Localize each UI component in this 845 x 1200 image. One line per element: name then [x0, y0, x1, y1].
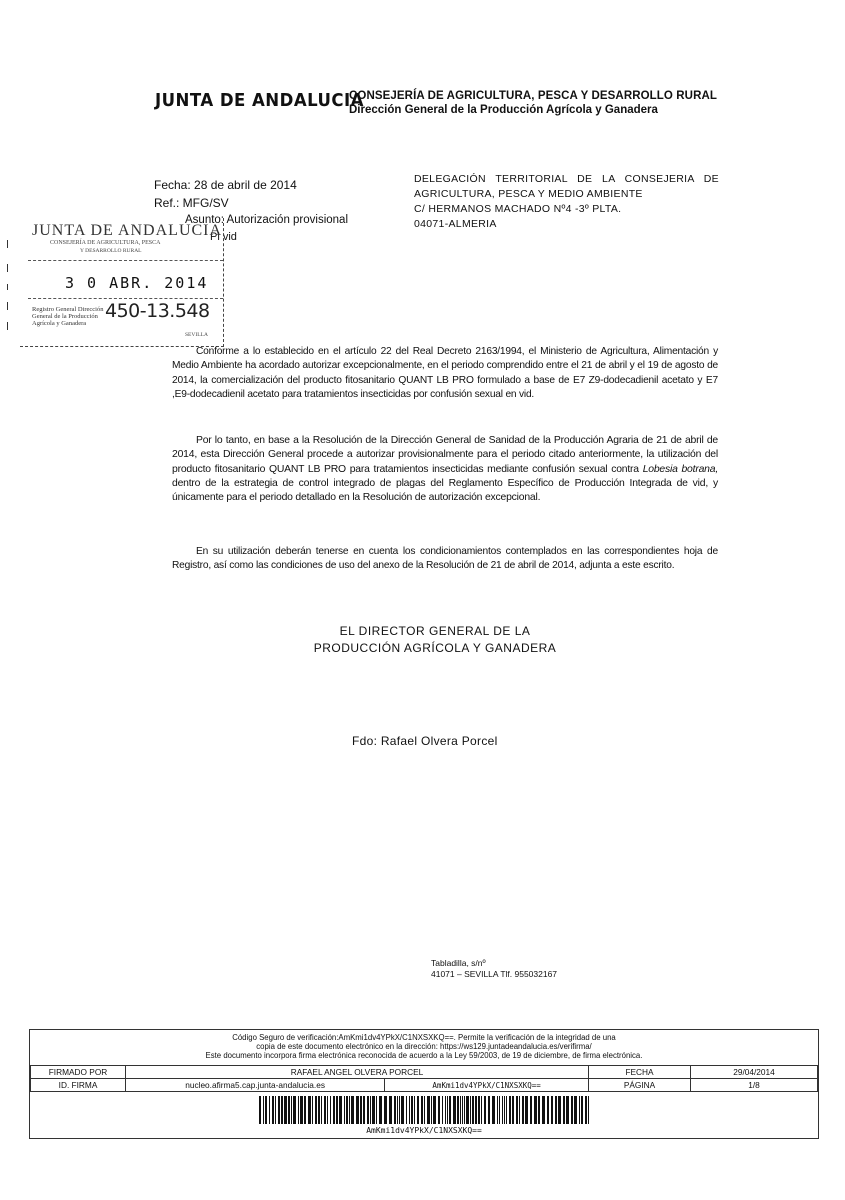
barcode-bar: [453, 1096, 456, 1124]
value-cell: AmKmi1dv4YPkX/C1NXSXKQ==: [385, 1079, 589, 1092]
barcode-bar: [356, 1096, 359, 1124]
barcode-bar: [421, 1096, 423, 1124]
recipient-address: [414, 172, 719, 232]
barcode-bar: [330, 1096, 331, 1124]
barcode-bar: [525, 1096, 528, 1124]
letter-subject: Asunto: Autorización provisional: [185, 214, 349, 226]
signatory-name: Fdo: Rafael Olvera Porcel: [352, 734, 498, 748]
barcode-bar: [424, 1096, 425, 1124]
barcode-bar: [346, 1096, 348, 1124]
label-cell: FECHA: [589, 1066, 691, 1079]
label-cell: ID. FIRMA: [31, 1079, 126, 1092]
recipient-line: AGRICULTURA, PESCA Y MEDIO AMBIENTE: [414, 188, 643, 200]
barcode-bar: [547, 1096, 549, 1124]
barcode-bar: [512, 1096, 514, 1124]
barcode-bar: [457, 1096, 459, 1124]
margin-mark: [7, 302, 8, 310]
barcode-bar: [470, 1096, 471, 1124]
body-paragraph: En su utilización deberán tenerse en cuenta los condicionamientos contemplados en las correspondientes hoja de Registro, así como las condiciones de uso del anexo de la Resolución de 21 de abril de 2014, adjunta a este escrito.: [172, 546, 718, 572]
barcode-bar: [484, 1096, 486, 1124]
barcode-bar: [288, 1096, 290, 1124]
barcode-bar: [360, 1096, 362, 1124]
barcode-bar: [475, 1096, 477, 1124]
barcode-bar: [438, 1096, 440, 1124]
barcode-bar: [466, 1096, 469, 1124]
barcode-bar: [312, 1096, 313, 1124]
barcode-bar: [445, 1096, 446, 1124]
barcode-bar: [409, 1096, 410, 1124]
barcode-bar: [447, 1096, 448, 1124]
barcode-bar: [411, 1096, 413, 1124]
barcode-bar: [571, 1096, 573, 1124]
stamp-city: SEVILLA: [185, 332, 208, 338]
barcode-bar: [558, 1096, 561, 1124]
signatory-title: EL DIRECTOR GENERAL DE LA: [339, 624, 531, 638]
footer-address: [431, 958, 557, 980]
signatory-title: PRODUCCIÓN AGRÍCOLA Y GANADERA: [313, 641, 557, 655]
barcode-bar: [519, 1096, 520, 1124]
stamp-registry-label: Registro General Dirección General de la Producción Agrícola y Ganadera: [32, 306, 104, 327]
barcode-bar: [566, 1096, 569, 1124]
barcode: [259, 1096, 589, 1124]
barcode-bar: [259, 1096, 261, 1124]
verification-note: [30, 1033, 818, 1060]
body-paragraph: Conforme a lo establecido en el artículo 22 del Real Decreto 2163/1994, el Ministerio de Agricultura, Alimentación y Medio Ambiente ha acordado autorizar excepcionalmente, en el periodo comprendido entre el 21 de abril y el 19 de agosto de 2014, la comercialización del producto fitosanitario QUANT LB PRO formulado a base de E7 Z9-dodecadienil acetato y E7 ,E9-dodecadienil acetato para tratamientos insecticidas por confusión sexual en vid.: [172, 346, 718, 400]
margin-mark: [7, 240, 8, 248]
letter-date: Fecha: 28 de abril de 2014: [154, 178, 297, 192]
barcode-bar: [522, 1096, 524, 1124]
barcode-bar: [481, 1096, 482, 1124]
barcode-bar: [298, 1096, 299, 1124]
barcode-bar: [367, 1096, 369, 1124]
barcode-bar: [318, 1096, 320, 1124]
barcode-bar: [397, 1096, 398, 1124]
letter-subject-cont: Pl vid: [210, 231, 237, 243]
barcode-bar: [478, 1096, 480, 1124]
barcode-bar: [427, 1096, 430, 1124]
barcode-bar: [534, 1096, 537, 1124]
electronic-signature-block: [29, 1029, 819, 1139]
barcode-bar: [272, 1096, 274, 1124]
barcode-bar: [315, 1096, 317, 1124]
barcode-bar: [363, 1096, 365, 1124]
verification-line: copia de este documento electrónico en la dirección: https://ws129.juntadeandalucia.es/verifirma/: [256, 1042, 592, 1051]
barcode-bar: [464, 1096, 465, 1124]
label-cell: FIRMADO POR: [31, 1066, 126, 1079]
barcode-bar: [506, 1096, 507, 1124]
barcode-bar: [389, 1096, 392, 1124]
barcode-bar: [417, 1096, 419, 1124]
stamp-divider: [28, 260, 223, 261]
barcode-text: AmKmi1dv4YPkX/C1NXSXKQ==: [366, 1126, 482, 1135]
stamp-registry-number: 450-13.548: [105, 300, 210, 322]
barcode-bar: [304, 1096, 306, 1124]
barcode-bar: [530, 1096, 532, 1124]
barcode-bar: [406, 1096, 407, 1124]
table-row: [31, 1066, 818, 1079]
barcode-bar: [308, 1096, 311, 1124]
barcode-bar: [414, 1096, 415, 1124]
value-cell: 1/8: [691, 1079, 818, 1092]
barcode-bar: [376, 1096, 377, 1124]
barcode-bar: [551, 1096, 553, 1124]
barcode-bar: [449, 1096, 451, 1124]
barcode-bar: [344, 1096, 345, 1124]
recipient-line: 04071-ALMERIA: [414, 218, 497, 230]
verification-line: Código Seguro de verificación:AmKmi1dv4YPkX/C1NXSXKQ==. Permite la verificación de la integridad de una: [232, 1033, 616, 1042]
barcode-bar: [502, 1096, 503, 1124]
barcode-bar: [442, 1096, 443, 1124]
barcode-bar: [339, 1096, 342, 1124]
stamp-date: 3 0 ABR. 2014: [65, 274, 209, 292]
barcode-bar: [431, 1096, 432, 1124]
barcode-bar: [460, 1096, 461, 1124]
value-cell: nucleo.afirma5.cap.junta-andalucia.es: [126, 1079, 385, 1092]
barcode-bar: [555, 1096, 557, 1124]
barcode-bar: [263, 1096, 264, 1124]
barcode-bar: [265, 1096, 267, 1124]
paragraph-text: Por lo tanto, en base a la Resolución de la Dirección General de Sanidad de la Producción Agraria de 21 de abril de 2014, esta Dirección General procede a autorizar provisionalmente para el periodo citado anteriormente, la utilización del producto fitosanitario QUANT LB PRO para tratamientos insecticidas mediante confusión sexual contra: [172, 435, 718, 475]
barcode-bar: [497, 1096, 498, 1124]
barcode-bar: [281, 1096, 283, 1124]
barcode-bar: [278, 1096, 280, 1124]
barcode-bar: [336, 1096, 338, 1124]
barcode-bar: [284, 1096, 287, 1124]
margin-mark: [7, 322, 8, 330]
species-name: Lobesia botrana,: [642, 463, 719, 475]
margin-mark: [7, 284, 8, 290]
barcode-bar: [488, 1096, 490, 1124]
letter-reference: Ref.: MFG/SV: [154, 196, 229, 210]
margin-mark: [7, 264, 8, 272]
barcode-bar: [321, 1096, 322, 1124]
paragraph-text: dentro de la estrategia de control integrado de plagas del Reglamento Específico de Producción Integrada de vid, y únicamente para el periodo detallado en la Resolución de autorización excepcional.: [172, 477, 718, 504]
table-row: [31, 1079, 818, 1092]
body-paragraph: [172, 434, 718, 505]
barcode-bar: [499, 1096, 500, 1124]
stamp-subtitle: Y DESARROLLO RURAL: [80, 248, 142, 254]
barcode-bar: [349, 1096, 350, 1124]
stamp-title: JUNTA DE ANDALUCIA: [32, 222, 223, 239]
stamp-subtitle: CONSEJERÍA DE AGRICULTURA, PESCA: [50, 240, 161, 246]
barcode-bar: [462, 1096, 463, 1124]
barcode-bar: [275, 1096, 276, 1124]
barcode-bar: [581, 1096, 583, 1124]
barcode-bar: [293, 1096, 296, 1124]
barcode-bar: [401, 1096, 404, 1124]
barcode-bar: [433, 1096, 436, 1124]
barcode-bar: [269, 1096, 270, 1124]
barcode-bar: [379, 1096, 382, 1124]
barcode-bar: [324, 1096, 326, 1124]
barcode-bar: [579, 1096, 580, 1124]
ministry-name: CONSEJERÍA DE AGRICULTURA, PESCA Y DESARROLLO RURAL: [349, 90, 718, 102]
barcode-bar: [585, 1096, 587, 1124]
barcode-bar: [509, 1096, 511, 1124]
barcode-bar: [542, 1096, 545, 1124]
barcode-bar: [538, 1096, 540, 1124]
barcode-bar: [504, 1096, 505, 1124]
barcode-bar: [333, 1096, 335, 1124]
recipient-line: DELEGACIÓN TERRITORIAL DE LA CONSEJERIA DE: [414, 173, 719, 185]
barcode-bar: [574, 1096, 577, 1124]
barcode-bar: [516, 1096, 518, 1124]
barcode-bar: [351, 1096, 354, 1124]
value-cell: RAFAEL ANGEL OLVERA PORCEL: [126, 1066, 589, 1079]
directorate-name: Dirección General de la Producción Agrícola y Ganadera: [349, 104, 658, 116]
barcode-bar: [399, 1096, 400, 1124]
verification-line: Este documento incorpora firma electrónica reconocida de acuerdo a la Ley 59/2003, de 19 de diciembre, de firma electrónica.: [205, 1051, 643, 1060]
stamp-divider: [28, 298, 223, 299]
barcode-bar: [370, 1096, 371, 1124]
junta-logo-text: JUNTA DE ANDALUCIA: [155, 90, 364, 111]
barcode-bar: [300, 1096, 303, 1124]
barcode-bar: [472, 1096, 474, 1124]
barcode-bar: [394, 1096, 396, 1124]
barcode-bar: [291, 1096, 292, 1124]
recipient-line: C/ HERMANOS MACHADO Nº4 -3º PLTA.: [414, 203, 622, 215]
value-cell: 29/04/2014: [691, 1066, 818, 1079]
barcode-bar: [563, 1096, 565, 1124]
barcode-bar: [492, 1096, 495, 1124]
signature-table: [30, 1065, 818, 1092]
registry-stamp: [20, 218, 224, 347]
barcode-bar: [372, 1096, 375, 1124]
barcode-bar: [384, 1096, 387, 1124]
footer-address-line: Tabladilla, s/nº: [431, 958, 486, 968]
label-cell: PÁGINA: [589, 1079, 691, 1092]
barcode-bar: [327, 1096, 328, 1124]
barcode-bar: [588, 1096, 589, 1124]
footer-address-line: 41071 – SEVILLA Tlf. 955032167: [431, 969, 558, 979]
